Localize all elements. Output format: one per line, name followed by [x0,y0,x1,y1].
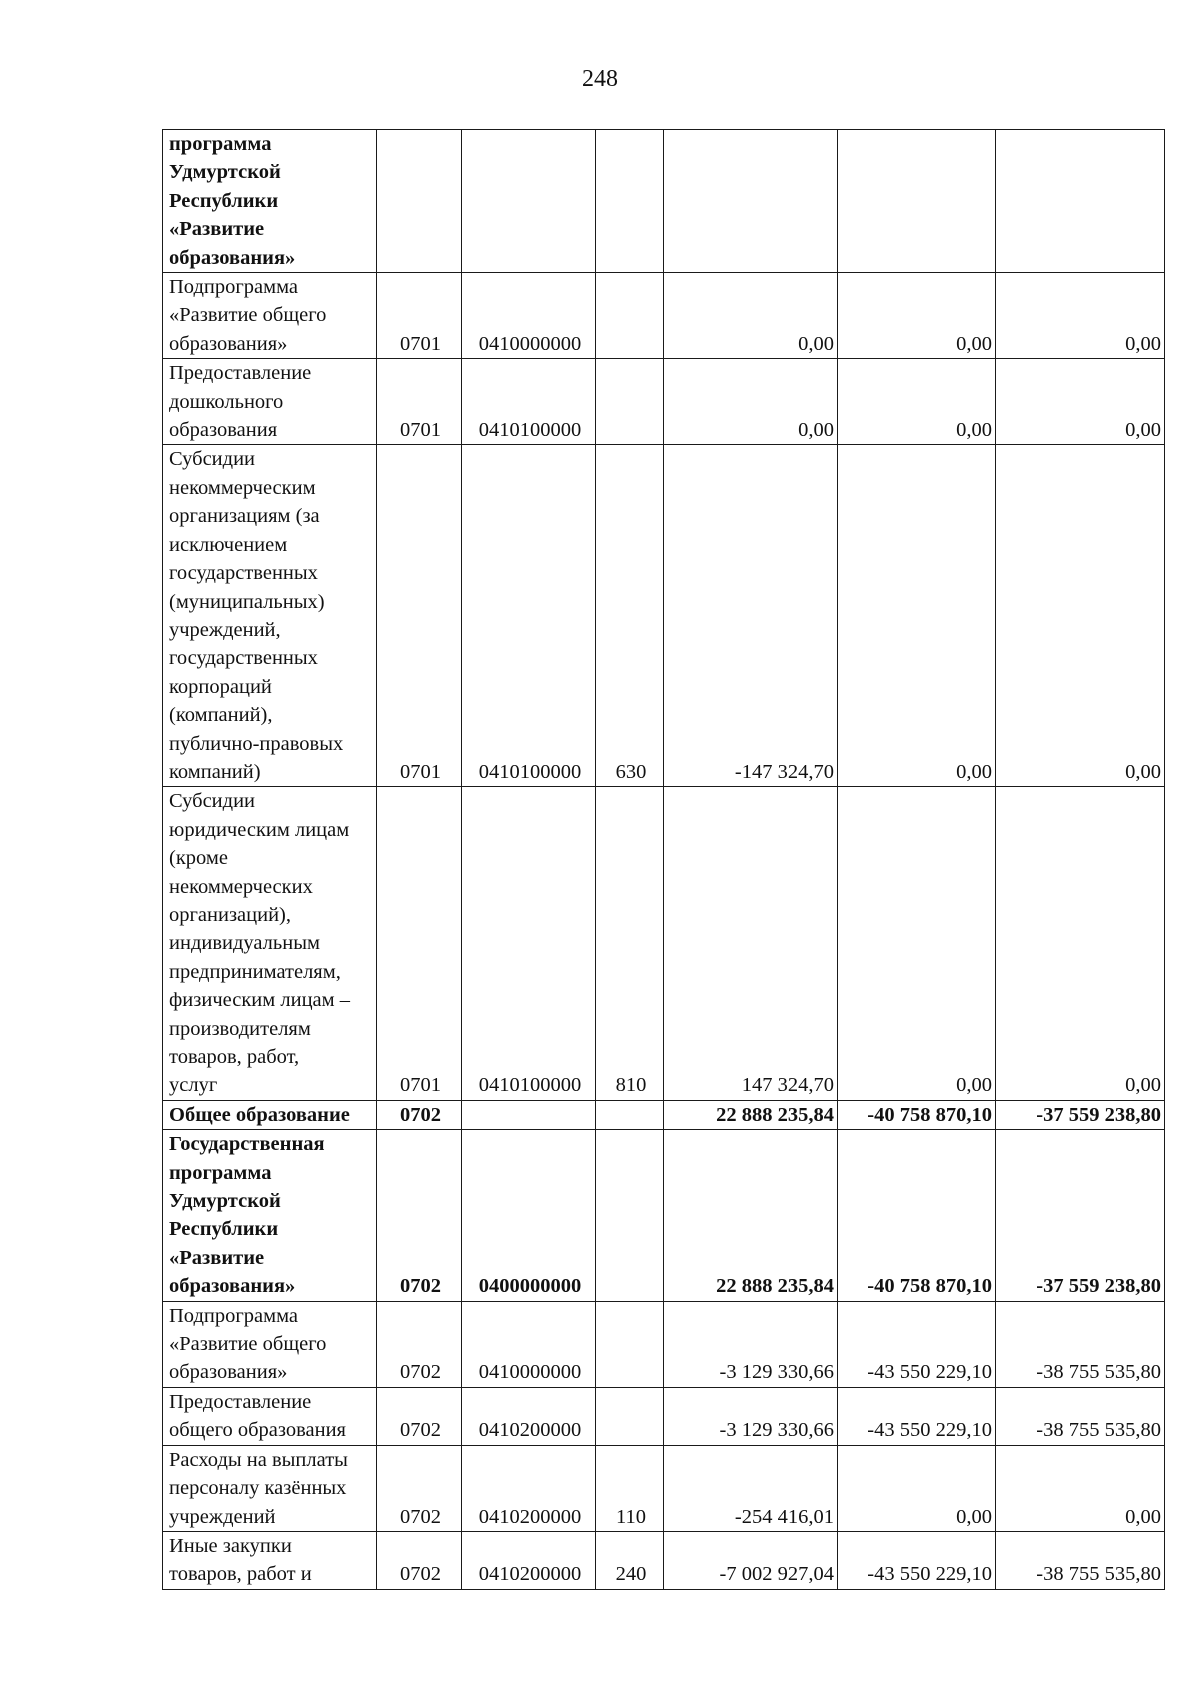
row-value-1: -147 324,70 [664,445,838,787]
row-name: Субсидии некоммерческим организациям (за исключением государственных (муниципальных) учреждений, государственных корпораций (компаний), публично-правовых компаний) [163,445,377,787]
table-row [163,445,1165,787]
row-section: 0702 [377,1100,462,1129]
row-value-1: -3 129 330,66 [664,1301,838,1387]
row-type [596,1387,664,1445]
row-value-3: 0,00 [996,273,1165,359]
page-number: 248 [582,66,618,92]
table-row [163,273,1165,359]
row-target: 0410100000 [462,445,596,787]
row-section: 0702 [377,1531,462,1589]
row-section: 0702 [377,1130,462,1301]
row-section: 0701 [377,359,462,445]
row-value-3: 0,00 [996,787,1165,1100]
row-target: 0410100000 [462,787,596,1100]
row-section: 0701 [377,273,462,359]
row-value-2: 0,00 [838,1445,996,1531]
row-value-2: 0,00 [838,787,996,1100]
row-name: Субсидии юридическим лицам (кроме некоммерческих организаций), индивидуальным предпринимателям, физическим лицам – производителям товаров, работ, услуг [163,787,377,1100]
row-section: 0702 [377,1387,462,1445]
table-row [163,1301,1165,1387]
row-value-3: 0,00 [996,445,1165,787]
row-name: Предоставление общего образования [163,1387,377,1445]
row-value-2: -40 758 870,10 [838,1130,996,1301]
row-value-1: -3 129 330,66 [664,1387,838,1445]
row-value-2: 0,00 [838,359,996,445]
table-row [163,1130,1165,1301]
row-type: 240 [596,1531,664,1589]
row-name: Общее образование [163,1100,377,1129]
table-row [163,1445,1165,1531]
row-target: 0410000000 [462,273,596,359]
table-row [163,130,1165,273]
row-type [596,130,664,273]
row-value-3 [996,130,1165,273]
row-value-1: 147 324,70 [664,787,838,1100]
row-section: 0702 [377,1301,462,1387]
row-target [462,1100,596,1129]
row-value-3: -37 559 238,80 [996,1100,1165,1129]
row-name: Подпрограмма «Развитие общего образования» [163,1301,377,1387]
row-target: 0410200000 [462,1387,596,1445]
row-name: Предоставление дошкольного образования [163,359,377,445]
row-value-2: -43 550 229,10 [838,1531,996,1589]
row-target: 0400000000 [462,1130,596,1301]
row-value-3: -38 755 535,80 [996,1531,1165,1589]
row-value-1: 0,00 [664,273,838,359]
table-row [163,359,1165,445]
table-row [163,1531,1165,1589]
row-value-3: -38 755 535,80 [996,1387,1165,1445]
row-section: 0701 [377,787,462,1100]
row-section: 0701 [377,445,462,787]
row-target: 0410200000 [462,1445,596,1531]
row-value-1: 22 888 235,84 [664,1100,838,1129]
row-type [596,273,664,359]
row-value-2 [838,130,996,273]
row-section [377,130,462,273]
row-target [462,130,596,273]
row-name: Расходы на выплаты персоналу казённых учреждений [163,1445,377,1531]
row-name: Государственная программа Удмуртской Республики «Развитие образования» [163,1130,377,1301]
row-value-2: -43 550 229,10 [838,1301,996,1387]
row-value-1: 22 888 235,84 [664,1130,838,1301]
table-row [163,1387,1165,1445]
row-value-3: -37 559 238,80 [996,1130,1165,1301]
row-value-1: 0,00 [664,359,838,445]
row-value-2: 0,00 [838,445,996,787]
row-name: программа Удмуртской Республики «Развитие образования» [163,130,377,273]
row-value-3: -38 755 535,80 [996,1301,1165,1387]
row-target: 0410200000 [462,1531,596,1589]
table-row [163,1100,1165,1129]
row-value-1: -7 002 927,04 [664,1531,838,1589]
row-type: 810 [596,787,664,1100]
row-value-2: -40 758 870,10 [838,1100,996,1129]
row-type: 110 [596,1445,664,1531]
row-value-3: 0,00 [996,359,1165,445]
row-type [596,1100,664,1129]
row-name: Подпрограмма «Развитие общего образования» [163,273,377,359]
row-target: 0410100000 [462,359,596,445]
row-target: 0410000000 [462,1301,596,1387]
row-value-2: -43 550 229,10 [838,1387,996,1445]
row-value-1: -254 416,01 [664,1445,838,1531]
table-row [163,787,1165,1100]
row-type [596,359,664,445]
row-type: 630 [596,445,664,787]
row-section: 0702 [377,1445,462,1531]
budget-table [162,129,1165,1590]
row-type [596,1130,664,1301]
row-type [596,1301,664,1387]
row-name: Иные закупки товаров, работ и [163,1531,377,1589]
table-body [163,130,1165,1590]
row-value-3: 0,00 [996,1445,1165,1531]
row-value-1 [664,130,838,273]
row-value-2: 0,00 [838,273,996,359]
